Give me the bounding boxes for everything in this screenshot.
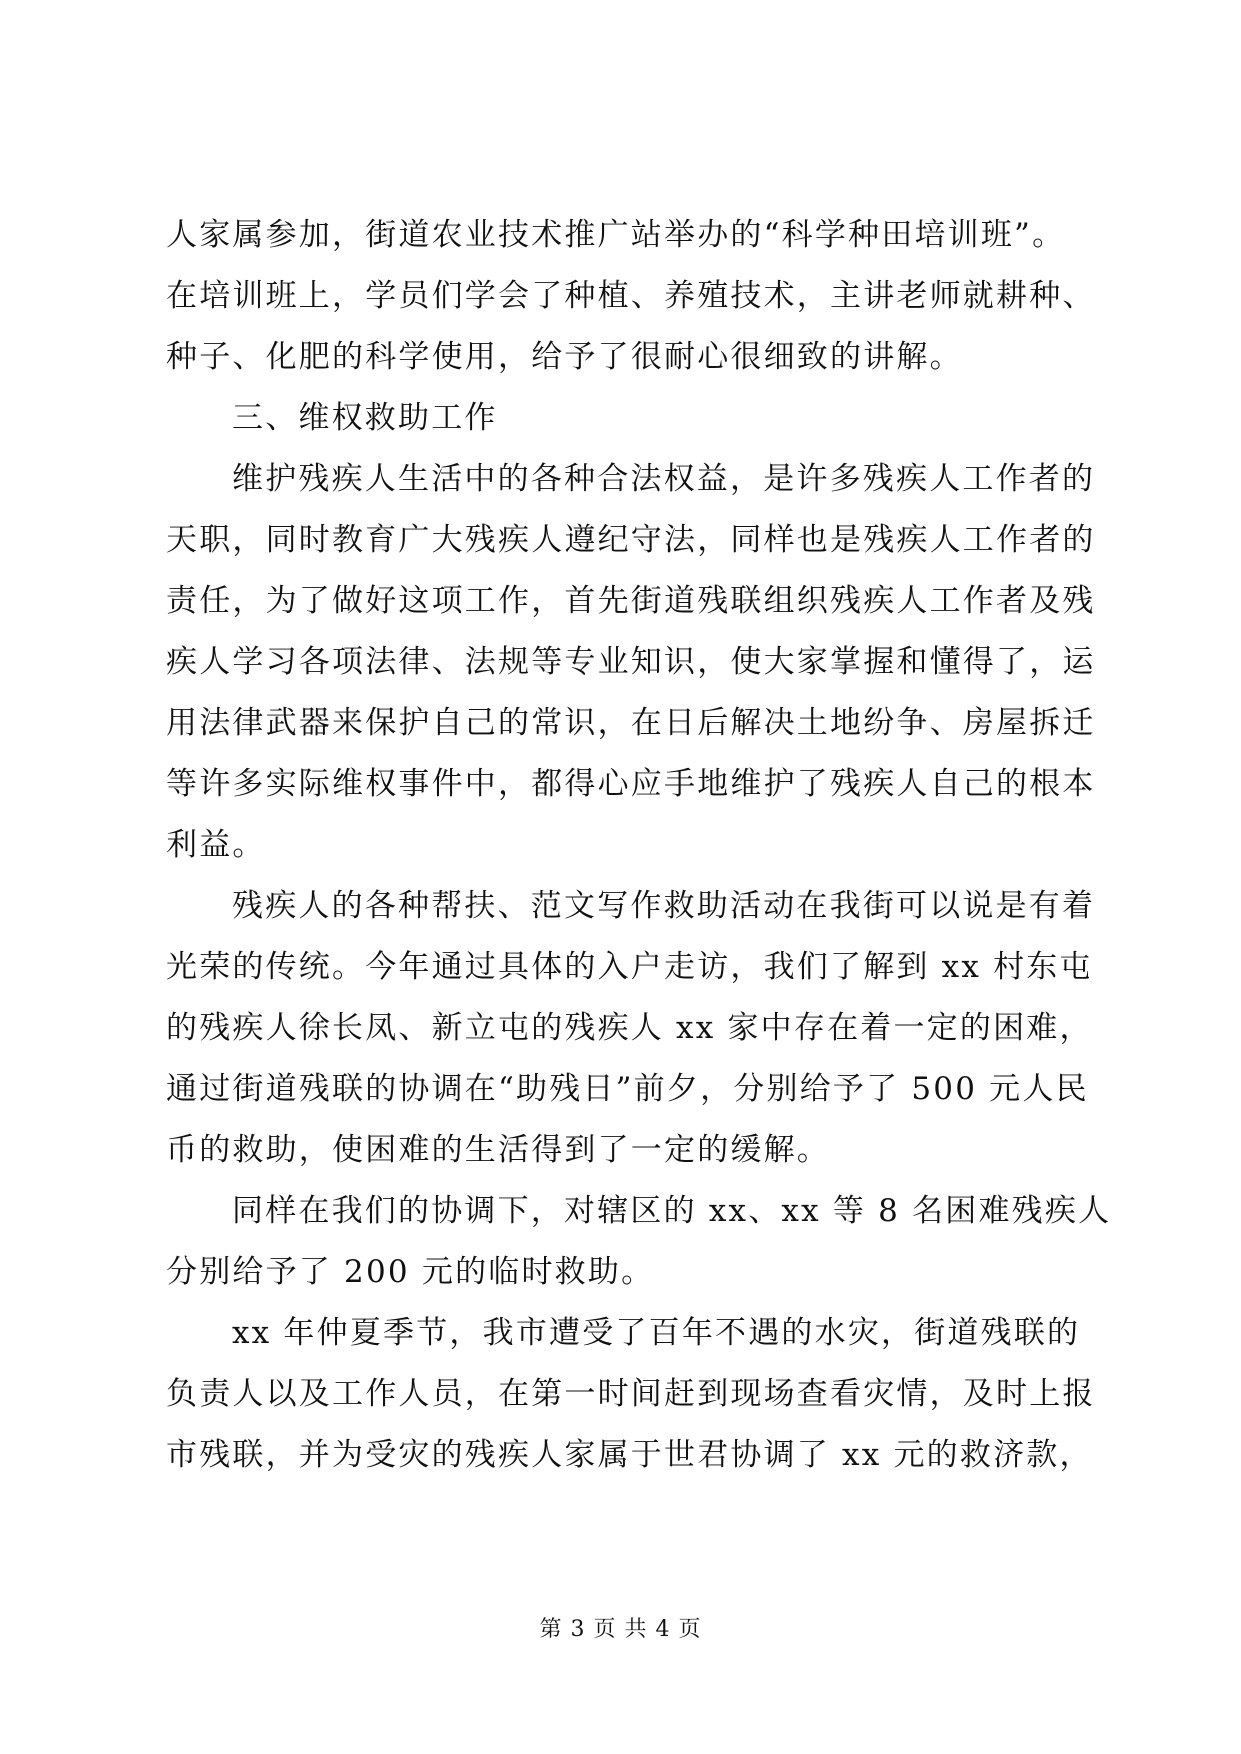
text-line: 光荣的传统。今年通过具体的入户走访，我们了解到 xx 村东屯: [166, 949, 1093, 985]
page-footer: 第 3 页 共 4 页: [539, 1617, 702, 1642]
text-line: 币的救助，使困难的生活得到了一定的缓解。: [166, 1132, 830, 1168]
text-line: 利益。: [166, 827, 266, 863]
document-body: [166, 205, 1112, 1486]
text-line: 在培训班上，学员们学会了种植、养殖技术，主讲老师就耕种、: [166, 278, 1096, 314]
text-line: 责任，为了做好这项工作，首先街道残联组织残疾人工作者及残: [166, 583, 1096, 619]
text-line: 负责人以及工作人员，在第一时间赶到现场查看灾情，及时上报: [166, 1376, 1096, 1412]
text-line: 三、维权救助工作: [232, 400, 498, 436]
text-line: 维护残疾人生活中的各种合法权益，是许多残疾人工作者的: [232, 461, 1096, 497]
text-line: 分别给予了 200 元的临时救助。: [166, 1254, 655, 1290]
text-line: 残疾人的各种帮扶、范文写作救助活动在我街可以说是有着: [232, 888, 1096, 924]
text-line: 市残联，并为受灾的残疾人家属于世君协调了 xx 元的救济款，: [166, 1437, 1093, 1473]
text-line: 天职，同时教育广大残疾人遵纪守法，同样也是残疾人工作者的: [166, 522, 1096, 558]
text-line: 的残疾人徐长凤、新立屯的残疾人 xx 家中存在着一定的困难，: [166, 1010, 1093, 1046]
text-line: 等许多实际维权事件中，都得心应手地维护了残疾人自己的根本: [166, 766, 1096, 802]
text-line: 同样在我们的协调下，对辖区的 xx、xx 等 8 名困难残疾人: [232, 1193, 1112, 1229]
text-line: 用法律武器来保护自己的常识，在日后解决土地纷争、房屋拆迁: [166, 705, 1096, 741]
text-line: 人家属参加，街道农业技术推广站举办的“科学种田培训班”。: [166, 217, 1066, 253]
text-line: 通过街道残联的协调在“助残日”前夕，分别给予了 500 元人民: [166, 1071, 1089, 1107]
text-line: 疾人学习各项法律、法规等专业知识，使大家掌握和懂得了，运: [166, 644, 1096, 680]
text-line: xx 年仲夏季节，我市遭受了百年不遇的水灾，街道残联的: [232, 1315, 1081, 1351]
text-line: 种子、化肥的科学使用，给予了很耐心很细致的讲解。: [166, 339, 963, 375]
